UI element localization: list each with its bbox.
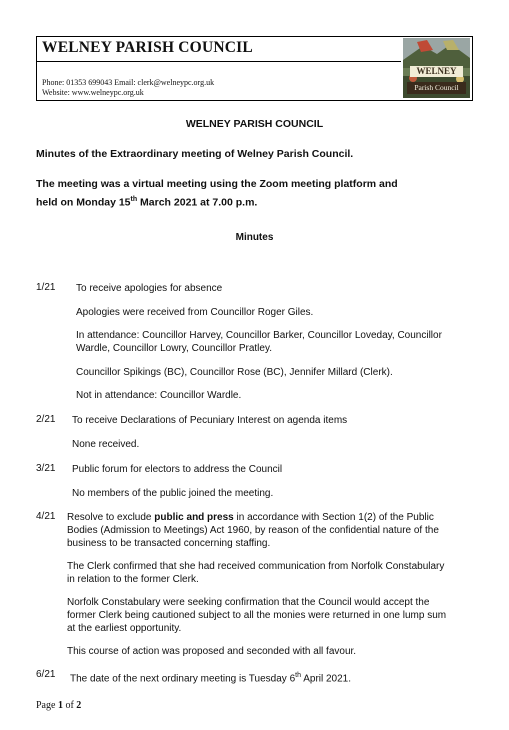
logo-word: WELNEY — [410, 66, 463, 77]
meeting-line-1: The meeting was a virtual meeting using the Zoom meeting platform and — [36, 178, 398, 190]
contact-website: Website: www.welneypc.org.uk — [42, 88, 144, 97]
parish-logo — [403, 38, 470, 98]
item-heading: Public forum for electors to address the Council — [72, 464, 283, 475]
item-text: The date of the next ordinary meeting is Tuesday 6th April 2021. — [70, 672, 352, 685]
item-text: Not in attendance: Councillor Wardle. — [76, 390, 242, 401]
item-number: 4/21 — [36, 511, 56, 522]
item-text: at the earliest opportunity. — [67, 623, 182, 634]
item-text: in relation to the former Clerk. — [67, 574, 199, 585]
letterhead-rule — [37, 61, 401, 62]
page-footer: Page 1 of 2 — [36, 700, 82, 711]
item-number: 1/21 — [36, 282, 56, 293]
contact-phone-email: Phone: 01353 699043 Email: clerk@welneypc.org.uk — [42, 78, 215, 87]
item-number: 2/21 — [36, 414, 56, 425]
item-text: None received. — [72, 439, 140, 450]
letterhead — [36, 36, 473, 101]
document-title: WELNEY PARISH COUNCIL — [185, 118, 324, 130]
item-text: former Clerk being cautioned subject to all the monies were returned in one lump sum — [67, 610, 447, 621]
item-heading: To receive Declarations of Pecuniary Interest on agenda items — [72, 415, 348, 426]
document-subtitle: Minutes of the Extraordinary meeting of Welney Parish Council. — [36, 148, 354, 160]
item-text: The Clerk confirmed that she had received communication from Norfolk Constabulary — [67, 561, 445, 572]
org-name: WELNEY PARISH COUNCIL — [42, 39, 253, 56]
item-text: Councillor Spikings (BC), Councillor Rose (BC), Jennifer Millard (Clerk). — [76, 367, 393, 378]
item-text: business to be transacted concerning staffing. — [67, 538, 271, 549]
item-number: 6/21 — [36, 669, 56, 680]
item-text: No members of the public joined the meeting. — [72, 488, 274, 499]
minutes-heading: Minutes — [235, 232, 274, 243]
item-text: Wardle, Councillor Lowry, Councillor Pratley. — [76, 343, 272, 354]
item-number: 3/21 — [36, 463, 56, 474]
meeting-line-2: held on Monday 15th March 2021 at 7.00 p.m. — [36, 196, 258, 209]
item-text: Apologies were received from Councillor Roger Giles. — [76, 307, 314, 318]
item-text: In attendance: Councillor Harvey, Councillor Barker, Councillor Loveday, Councillor — [76, 330, 442, 341]
item-text: Norfolk Constabulary were seeking confirmation that the Council would accept the — [67, 597, 430, 608]
item-text: This course of action was proposed and seconded with all favour. — [67, 646, 357, 657]
item-text: Bodies (Admission to Meetings) Act 1960, by reason of the confidential nature of the — [67, 525, 439, 536]
item-text: Resolve to exclude public and press in accordance with Section 1(2) of the Public — [67, 512, 434, 523]
logo-subtitle: Parish Council — [407, 82, 466, 94]
item-heading: To receive apologies for absence — [76, 283, 223, 294]
